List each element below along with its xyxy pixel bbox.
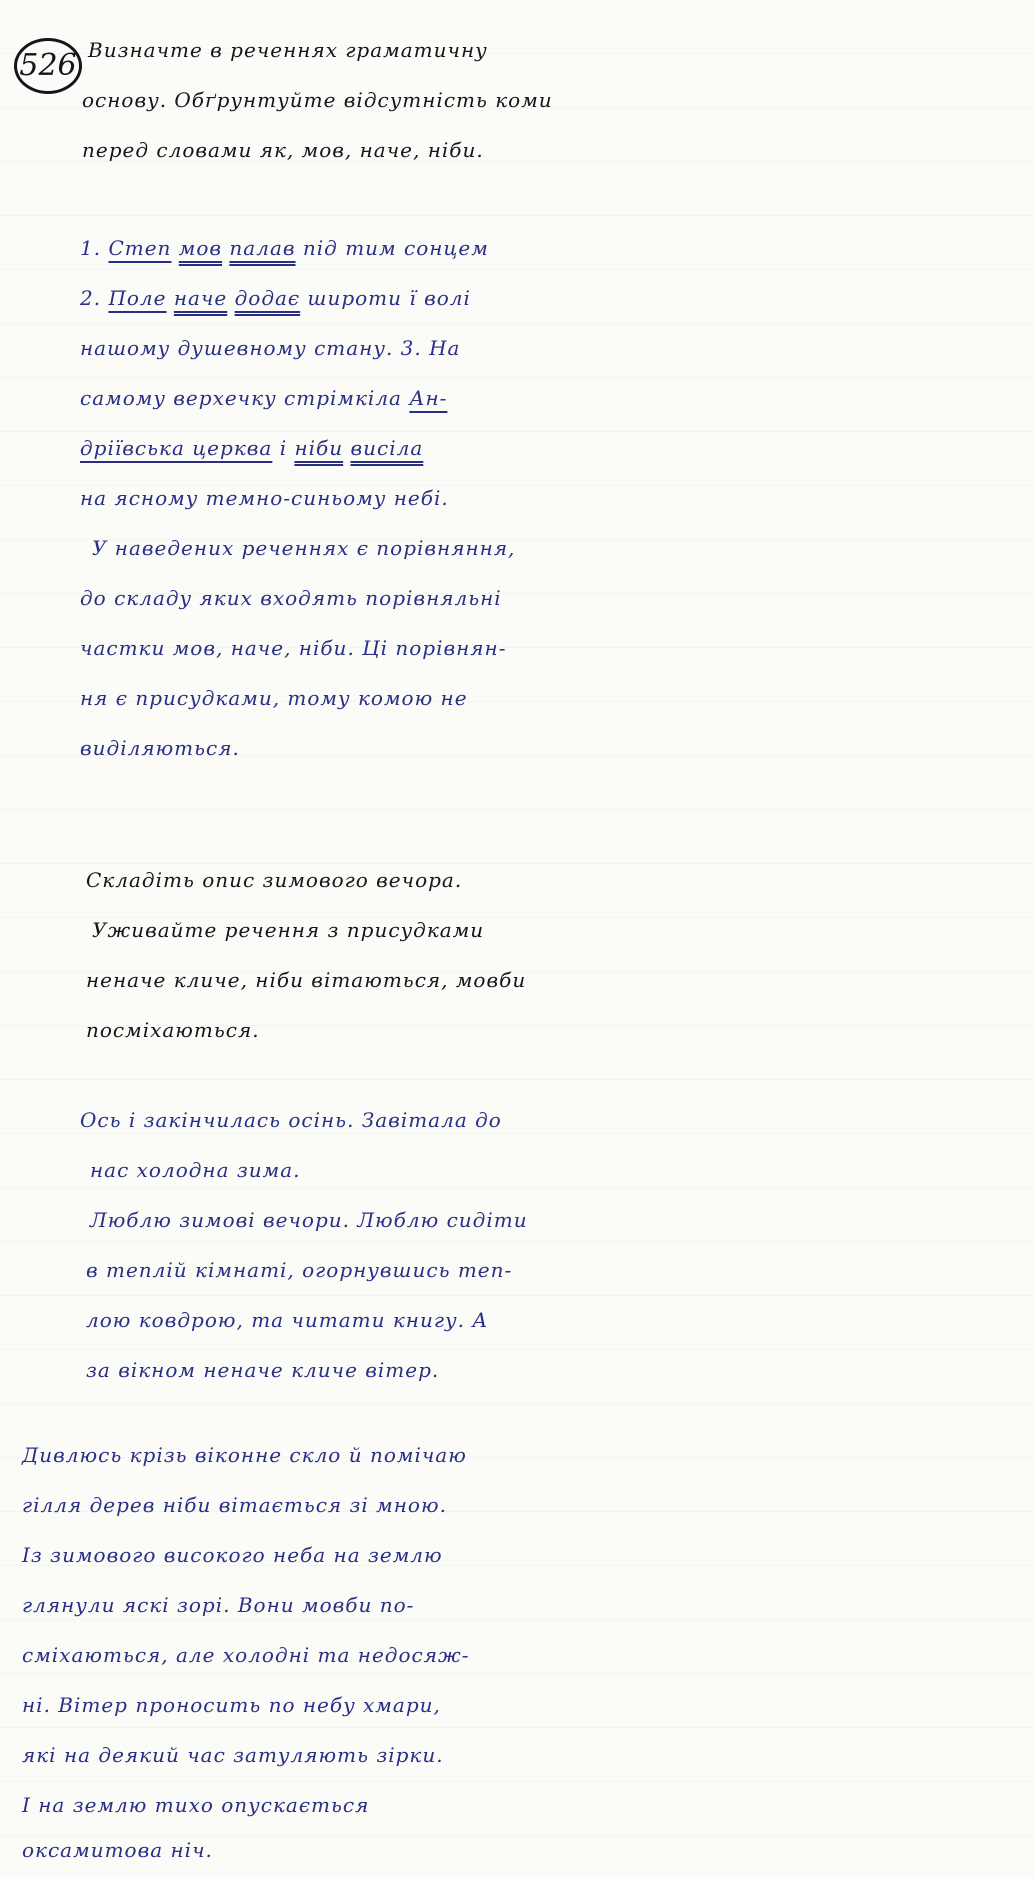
task2-line-2: Уживайте речення з присудками [92,918,485,942]
predicate-word: висіла [350,436,424,460]
answer1-line-7: У наведених реченнях є порівняння, [92,536,516,560]
answer1-line-6: на ясному темно-синьому небі. [80,486,449,510]
answer1-line-9: частки мов, наче, ніби. Ці порівнян- [80,636,507,660]
answer1-line-10: ня є присудками, тому комою не [80,686,468,710]
task1-line-1: Визначте в реченнях граматичну [88,38,488,62]
subject-word: Поле [108,286,167,310]
answer2-line-6: за вікном неначе кличе вітер. [86,1358,440,1382]
answer3-line-2: гілля дерев ніби вітається зі мною. [22,1493,447,1517]
predicate-particle: мов [178,236,223,260]
rest-text: під тим сонцем [302,236,489,260]
answer1-line-1 [0,238,1034,258]
rest-text: і [279,436,288,460]
task2-line-3: неначе кличе, ніби вітаються, мовби [86,968,527,992]
answer3-line-3: Із зимового високого неба на землю [22,1543,443,1567]
predicate-particle: ніби [294,436,344,460]
subject-word: дріївська церква [80,436,273,460]
answer1-line-5 [0,438,1034,458]
sentence-number: 1. [80,236,102,260]
task2-line-1: Складіть опис зимового вечора. [86,868,463,892]
answer1-line-4 [0,388,1034,408]
predicate-word: додає [234,286,301,310]
predicate-particle: наче [173,286,228,310]
answer3-line-6: ні. Вітер проносить по небу хмари, [22,1693,441,1717]
answer1-line-3: нашому душевному стану. 3. На [80,336,461,360]
task2-line-4: посміхаються. [86,1018,260,1042]
exercise-number-badge: 526 [14,38,82,94]
answer3-line-7: які на деякий час затуляють зірки. [22,1743,444,1767]
predicate-word: палав [229,236,296,260]
answer2-line-2: нас холодна зима. [90,1158,301,1182]
answer3-line-9: оксамитова ніч. [22,1838,213,1862]
answer3-line-8: І на землю тихо опускається [22,1793,370,1817]
answer2-line-3: Люблю зимові вечори. Люблю сидіти [90,1208,528,1232]
answer3-line-5: сміхаються, але холодні та недосяж- [22,1643,470,1667]
task1-line-3: перед словами як, мов, наче, ніби. [82,138,484,162]
answer1-line-2 [0,288,1034,308]
answer3-line-1: Дивлюсь крізь віконне скло й помічаю [22,1443,467,1467]
answer3-line-4: глянули яскі зорі. Вони мовби по- [22,1593,415,1617]
task1-line-2: основу. Обґрунтуйте відсутність коми [82,88,553,112]
answer1-line-8: до складу яких входять порівняльні [80,586,502,610]
subject-word: Степ [108,236,172,260]
answer2-line-5: лою ковдрою, та читати книгу. А [86,1308,489,1332]
answer1-line-11: виділяються. [80,736,240,760]
subject-word: Ан- [409,386,448,410]
rest-text: самому верхечку стрімкіла [80,386,402,410]
rest-text: широти ї волі [307,286,471,310]
answer2-line-1: Ось і закінчилась осінь. Завітала до [80,1108,502,1132]
answer2-line-4: в теплій кімнаті, огорнувшись теп- [86,1258,513,1282]
sentence-number: 2. [80,286,102,310]
